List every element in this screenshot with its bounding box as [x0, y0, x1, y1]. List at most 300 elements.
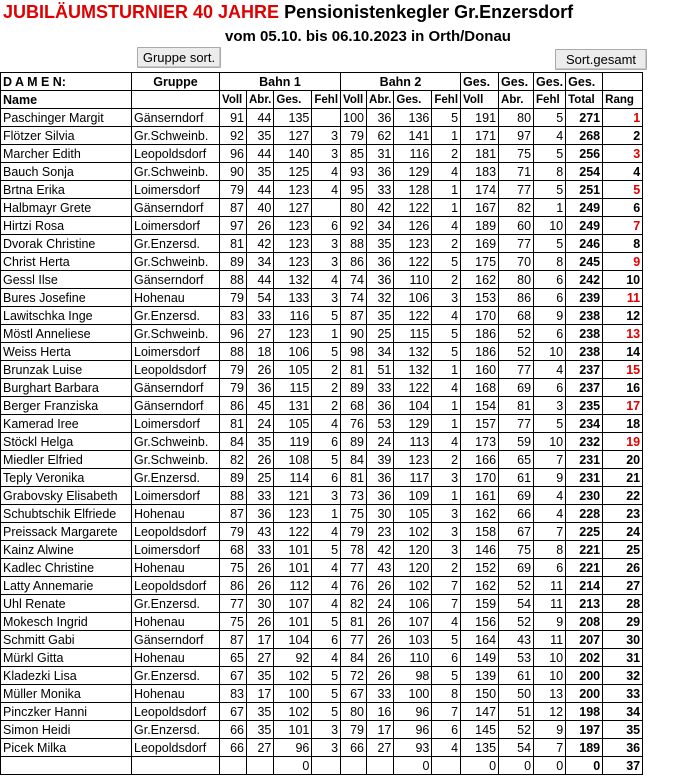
bahn2-voll-cell[interactable]: 73 — [341, 487, 367, 505]
ges-voll-cell[interactable]: 158 — [461, 523, 499, 541]
ges-abr-cell[interactable]: 59 — [499, 433, 534, 451]
name-cell[interactable]: Pinczker Hanni — [1, 703, 132, 721]
bahn2-ges-cell[interactable]: 115 — [394, 325, 432, 343]
total-cell[interactable]: 251 — [566, 181, 603, 199]
bahn1-voll-cell[interactable]: 65 — [220, 649, 247, 667]
bahn1-voll-cell[interactable]: 91 — [220, 109, 247, 127]
bahn2-fehl-cell[interactable] — [432, 757, 461, 775]
total-cell[interactable]: 213 — [566, 595, 603, 613]
bahn1-voll-cell[interactable]: 77 — [220, 595, 247, 613]
bahn2-voll-cell[interactable]: 79 — [341, 523, 367, 541]
bahn1-ges-cell[interactable]: 108 — [274, 451, 312, 469]
ges-voll-cell[interactable]: 160 — [461, 361, 499, 379]
bahn2-fehl-cell[interactable]: 5 — [432, 253, 461, 271]
bahn2-ges-cell[interactable]: 123 — [394, 235, 432, 253]
bahn2-abr-cell[interactable]: 30 — [367, 505, 394, 523]
bahn1-fehl-cell[interactable]: 6 — [312, 217, 341, 235]
ges-voll-cell[interactable]: 152 — [461, 559, 499, 577]
ges-fehl-cell[interactable]: 5 — [534, 235, 566, 253]
bahn2-abr-cell[interactable]: 36 — [367, 397, 394, 415]
bahn1-ges-cell[interactable]: 101 — [274, 541, 312, 559]
total-cell[interactable]: 228 — [566, 505, 603, 523]
bahn1-abr-cell[interactable]: 17 — [247, 631, 274, 649]
bahn1-fehl-cell[interactable]: 4 — [312, 271, 341, 289]
ges-voll-cell[interactable]: 161 — [461, 487, 499, 505]
bahn2-voll-cell[interactable]: 77 — [341, 559, 367, 577]
bahn1-ges-cell[interactable]: 123 — [274, 235, 312, 253]
bahn2-ges-cell[interactable]: 93 — [394, 739, 432, 757]
bahn2-abr-cell[interactable]: 36 — [367, 109, 394, 127]
bahn2-fehl-cell[interactable]: 6 — [432, 721, 461, 739]
ges-abr-cell[interactable]: 97 — [499, 127, 534, 145]
gruppe-cell[interactable]: Leopoldsdorf — [132, 703, 220, 721]
total-cell[interactable]: 238 — [566, 307, 603, 325]
bahn1-fehl-cell[interactable]: 2 — [312, 361, 341, 379]
ges-abr-cell[interactable]: 67 — [499, 523, 534, 541]
bahn1-abr-cell[interactable]: 35 — [247, 163, 274, 181]
name-cell[interactable]: Preissack Margarete — [1, 523, 132, 541]
bahn2-fehl-cell[interactable]: 1 — [432, 181, 461, 199]
bahn1-ges-cell[interactable]: 123 — [274, 505, 312, 523]
bahn1-voll-cell[interactable]: 96 — [220, 145, 247, 163]
bahn1-ges-cell[interactable]: 100 — [274, 685, 312, 703]
bahn2-fehl-cell[interactable]: 1 — [432, 127, 461, 145]
gruppe-cell[interactable]: Gänserndorf — [132, 109, 220, 127]
ges-voll-cell[interactable]: 145 — [461, 721, 499, 739]
bahn1-voll-cell[interactable]: 87 — [220, 505, 247, 523]
ges-fehl-cell[interactable]: 4 — [534, 127, 566, 145]
bahn2-fehl-cell[interactable]: 2 — [432, 559, 461, 577]
total-cell[interactable]: 231 — [566, 451, 603, 469]
total-cell[interactable]: 214 — [566, 577, 603, 595]
total-cell[interactable]: 189 — [566, 739, 603, 757]
ges-abr-cell[interactable]: 60 — [499, 217, 534, 235]
bahn1-voll-cell[interactable]: 89 — [220, 469, 247, 487]
ges-fehl-cell[interactable]: 6 — [534, 325, 566, 343]
bahn1-fehl-cell[interactable]: 6 — [312, 469, 341, 487]
rang-cell[interactable]: 9 — [603, 253, 643, 271]
bahn2-ges-cell[interactable]: 132 — [394, 361, 432, 379]
bahn1-abr-cell[interactable]: 43 — [247, 523, 274, 541]
ges-voll-cell[interactable]: 146 — [461, 541, 499, 559]
ges-abr-cell[interactable]: 52 — [499, 613, 534, 631]
bahn2-fehl-cell[interactable]: 4 — [432, 739, 461, 757]
ges-voll-cell[interactable]: 159 — [461, 595, 499, 613]
ges-fehl-cell[interactable]: 5 — [534, 415, 566, 433]
bahn1-fehl-cell[interactable] — [312, 109, 341, 127]
bahn1-fehl-cell[interactable]: 4 — [312, 649, 341, 667]
ges-fehl-cell[interactable]: 9 — [534, 469, 566, 487]
bahn2-ges-cell[interactable]: 104 — [394, 397, 432, 415]
bahn1-ges-cell[interactable]: 140 — [274, 145, 312, 163]
bahn1-voll-cell[interactable]: 84 — [220, 433, 247, 451]
gruppe-cell[interactable]: Gänserndorf — [132, 271, 220, 289]
ges-abr-cell[interactable]: 52 — [499, 343, 534, 361]
bahn1-voll-cell[interactable]: 89 — [220, 253, 247, 271]
bahn1-voll-cell[interactable] — [220, 757, 247, 775]
bahn2-abr-cell[interactable]: 42 — [367, 199, 394, 217]
name-cell[interactable]: Kladezki Lisa — [1, 667, 132, 685]
bahn2-voll-cell[interactable]: 76 — [341, 415, 367, 433]
total-cell[interactable]: 249 — [566, 217, 603, 235]
gruppe-cell[interactable] — [132, 757, 220, 775]
gruppe-cell[interactable]: Hohenau — [132, 685, 220, 703]
bahn1-ges-cell[interactable]: 112 — [274, 577, 312, 595]
ges-fehl-cell[interactable]: 8 — [534, 253, 566, 271]
bahn2-fehl-cell[interactable]: 4 — [432, 217, 461, 235]
gruppe-cell[interactable]: Gr.Schweinb. — [132, 163, 220, 181]
bahn2-abr-cell[interactable]: 32 — [367, 289, 394, 307]
ges-fehl-cell[interactable]: 4 — [534, 361, 566, 379]
bahn1-abr-cell[interactable]: 30 — [247, 595, 274, 613]
bahn1-abr-cell[interactable]: 44 — [247, 181, 274, 199]
ges-fehl-cell[interactable]: 9 — [534, 307, 566, 325]
ges-abr-cell[interactable]: 66 — [499, 505, 534, 523]
bahn2-voll-cell[interactable]: 89 — [341, 433, 367, 451]
bahn1-fehl-cell[interactable] — [312, 757, 341, 775]
bahn2-fehl-cell[interactable]: 7 — [432, 703, 461, 721]
bahn1-abr-cell[interactable]: 35 — [247, 667, 274, 685]
rang-cell[interactable]: 4 — [603, 163, 643, 181]
rang-cell[interactable]: 25 — [603, 541, 643, 559]
gruppe-cell[interactable]: Gr.Schweinb. — [132, 451, 220, 469]
bahn1-fehl-cell[interactable]: 4 — [312, 163, 341, 181]
bahn2-ges-cell[interactable]: 107 — [394, 613, 432, 631]
name-cell[interactable]: Lawitschka Inge — [1, 307, 132, 325]
ges-voll-cell[interactable]: 147 — [461, 703, 499, 721]
bahn2-abr-cell[interactable]: 34 — [367, 343, 394, 361]
bahn2-voll-cell[interactable]: 81 — [341, 469, 367, 487]
bahn2-ges-cell[interactable]: 123 — [394, 451, 432, 469]
bahn1-abr-cell[interactable]: 42 — [247, 235, 274, 253]
ges-fehl-cell[interactable]: 10 — [534, 433, 566, 451]
bahn2-voll-cell[interactable]: 98 — [341, 343, 367, 361]
bahn2-fehl-cell[interactable]: 3 — [432, 523, 461, 541]
ges-abr-cell[interactable]: 43 — [499, 631, 534, 649]
ges-fehl-cell[interactable]: 9 — [534, 721, 566, 739]
bahn1-abr-cell[interactable]: 35 — [247, 703, 274, 721]
bahn1-ges-cell[interactable]: 125 — [274, 163, 312, 181]
bahn2-ges-cell[interactable]: 96 — [394, 721, 432, 739]
ges-fehl-cell[interactable]: 7 — [534, 739, 566, 757]
bahn1-fehl-cell[interactable]: 5 — [312, 307, 341, 325]
ges-voll-cell[interactable]: 139 — [461, 667, 499, 685]
ges-voll-cell[interactable]: 135 — [461, 739, 499, 757]
bahn1-ges-cell[interactable]: 96 — [274, 739, 312, 757]
gruppe-cell[interactable]: Gr.Enzersd. — [132, 307, 220, 325]
bahn1-abr-cell[interactable]: 33 — [247, 487, 274, 505]
bahn2-abr-cell[interactable]: 31 — [367, 145, 394, 163]
bahn1-abr-cell[interactable]: 26 — [247, 451, 274, 469]
name-cell[interactable]: Bures Josefine — [1, 289, 132, 307]
bahn1-abr-cell[interactable]: 26 — [247, 559, 274, 577]
bahn2-ges-cell[interactable]: 98 — [394, 667, 432, 685]
bahn2-ges-cell[interactable]: 105 — [394, 505, 432, 523]
bahn1-voll-cell[interactable]: 90 — [220, 163, 247, 181]
bahn1-fehl-cell[interactable]: 3 — [312, 739, 341, 757]
ges-abr-cell[interactable]: 61 — [499, 667, 534, 685]
gruppe-cell[interactable]: Gr.Enzersd. — [132, 595, 220, 613]
bahn2-voll-cell[interactable]: 95 — [341, 181, 367, 199]
bahn1-voll-cell[interactable]: 87 — [220, 199, 247, 217]
bahn2-ges-cell[interactable]: 117 — [394, 469, 432, 487]
rang-cell[interactable]: 7 — [603, 217, 643, 235]
ges-abr-cell[interactable]: 0 — [499, 757, 534, 775]
bahn2-voll-cell[interactable]: 67 — [341, 685, 367, 703]
name-cell[interactable]: Christ Herta — [1, 253, 132, 271]
bahn1-abr-cell[interactable]: 27 — [247, 649, 274, 667]
total-cell[interactable]: 234 — [566, 415, 603, 433]
bahn1-abr-cell[interactable]: 27 — [247, 739, 274, 757]
bahn2-voll-cell[interactable]: 82 — [341, 595, 367, 613]
ges-fehl-cell[interactable]: 0 — [534, 757, 566, 775]
bahn2-ges-cell[interactable]: 116 — [394, 145, 432, 163]
ges-voll-cell[interactable]: 169 — [461, 235, 499, 253]
total-cell[interactable]: 230 — [566, 487, 603, 505]
ges-voll-cell[interactable]: 156 — [461, 613, 499, 631]
bahn1-voll-cell[interactable]: 79 — [220, 523, 247, 541]
gruppe-cell[interactable]: Gr.Schweinb. — [132, 325, 220, 343]
ges-abr-cell[interactable]: 75 — [499, 541, 534, 559]
bahn2-fehl-cell[interactable]: 5 — [432, 631, 461, 649]
bahn1-voll-cell[interactable]: 67 — [220, 703, 247, 721]
name-cell[interactable]: Hirtzi Rosa — [1, 217, 132, 235]
gruppe-cell[interactable]: Leopoldsdorf — [132, 577, 220, 595]
rang-cell[interactable]: 16 — [603, 379, 643, 397]
gruppe-cell[interactable]: Leopoldsdorf — [132, 523, 220, 541]
bahn1-fehl-cell[interactable]: 2 — [312, 379, 341, 397]
ges-voll-cell[interactable]: 162 — [461, 577, 499, 595]
bahn2-abr-cell[interactable]: 62 — [367, 127, 394, 145]
bahn2-fehl-cell[interactable]: 5 — [432, 667, 461, 685]
bahn1-fehl-cell[interactable]: 4 — [312, 415, 341, 433]
bahn1-ges-cell[interactable]: 101 — [274, 721, 312, 739]
bahn1-ges-cell[interactable]: 116 — [274, 307, 312, 325]
ges-fehl-cell[interactable]: 11 — [534, 595, 566, 613]
bahn2-voll-cell[interactable]: 72 — [341, 667, 367, 685]
ges-voll-cell[interactable]: 167 — [461, 199, 499, 217]
rang-cell[interactable]: 21 — [603, 469, 643, 487]
bahn2-ges-cell[interactable]: 106 — [394, 595, 432, 613]
ges-fehl-cell[interactable]: 5 — [534, 145, 566, 163]
bahn1-fehl-cell[interactable]: 5 — [312, 667, 341, 685]
rang-cell[interactable]: 35 — [603, 721, 643, 739]
name-cell[interactable]: Uhl Renate — [1, 595, 132, 613]
name-cell[interactable]: Flötzer Silvia — [1, 127, 132, 145]
bahn1-ges-cell[interactable]: 131 — [274, 397, 312, 415]
bahn1-abr-cell[interactable]: 25 — [247, 469, 274, 487]
bahn1-ges-cell[interactable]: 0 — [274, 757, 312, 775]
gruppe-cell[interactable]: Gr.Enzersd. — [132, 235, 220, 253]
name-cell[interactable]: Kamerad Iree — [1, 415, 132, 433]
name-cell[interactable]: Burghart Barbara — [1, 379, 132, 397]
bahn2-voll-cell[interactable]: 80 — [341, 703, 367, 721]
bahn1-ges-cell[interactable]: 104 — [274, 631, 312, 649]
bahn1-abr-cell[interactable]: 36 — [247, 505, 274, 523]
bahn1-ges-cell[interactable]: 92 — [274, 649, 312, 667]
bahn1-voll-cell[interactable]: 96 — [220, 325, 247, 343]
name-cell[interactable]: Halbmayr Grete — [1, 199, 132, 217]
gruppe-cell[interactable]: Hohenau — [132, 613, 220, 631]
bahn2-fehl-cell[interactable]: 1 — [432, 487, 461, 505]
bahn1-ges-cell[interactable]: 133 — [274, 289, 312, 307]
total-cell[interactable]: 200 — [566, 685, 603, 703]
bahn1-ges-cell[interactable]: 123 — [274, 181, 312, 199]
bahn2-abr-cell[interactable]: 53 — [367, 415, 394, 433]
rang-cell[interactable]: 17 — [603, 397, 643, 415]
total-cell[interactable]: 245 — [566, 253, 603, 271]
gruppe-cell[interactable]: Gänserndorf — [132, 199, 220, 217]
gruppe-cell[interactable]: Leopoldsdorf — [132, 145, 220, 163]
ges-abr-cell[interactable]: 53 — [499, 649, 534, 667]
gruppe-cell[interactable]: Gr.Enzersd. — [132, 721, 220, 739]
rang-cell[interactable]: 37 — [603, 757, 643, 775]
bahn1-ges-cell[interactable]: 115 — [274, 379, 312, 397]
name-cell[interactable]: Brtna Erika — [1, 181, 132, 199]
bahn1-ges-cell[interactable]: 105 — [274, 361, 312, 379]
gruppe-cell[interactable]: Gr.Schweinb. — [132, 253, 220, 271]
bahn1-ges-cell[interactable]: 105 — [274, 415, 312, 433]
rang-cell[interactable]: 6 — [603, 199, 643, 217]
bahn2-ges-cell[interactable]: 132 — [394, 343, 432, 361]
name-cell[interactable]: Brunzak Luise — [1, 361, 132, 379]
bahn2-ges-cell[interactable]: 102 — [394, 577, 432, 595]
bahn2-abr-cell[interactable]: 17 — [367, 721, 394, 739]
bahn1-abr-cell[interactable]: 35 — [247, 433, 274, 451]
name-cell[interactable]: Mürkl Gitta — [1, 649, 132, 667]
bahn2-fehl-cell[interactable]: 3 — [432, 289, 461, 307]
ges-fehl-cell[interactable]: 7 — [534, 451, 566, 469]
bahn2-fehl-cell[interactable]: 1 — [432, 199, 461, 217]
ges-voll-cell[interactable]: 153 — [461, 289, 499, 307]
bahn2-voll-cell[interactable]: 74 — [341, 271, 367, 289]
bahn1-voll-cell[interactable]: 87 — [220, 631, 247, 649]
gruppe-cell[interactable]: Hohenau — [132, 289, 220, 307]
bahn1-ges-cell[interactable]: 106 — [274, 343, 312, 361]
bahn2-fehl-cell[interactable]: 2 — [432, 235, 461, 253]
total-cell[interactable]: 232 — [566, 433, 603, 451]
bahn2-abr-cell[interactable]: 36 — [367, 487, 394, 505]
bahn2-abr-cell[interactable]: 23 — [367, 523, 394, 541]
total-cell[interactable]: 249 — [566, 199, 603, 217]
bahn1-abr-cell[interactable]: 24 — [247, 415, 274, 433]
bahn2-abr-cell[interactable]: 27 — [367, 739, 394, 757]
bahn2-abr-cell[interactable]: 33 — [367, 685, 394, 703]
gruppe-cell[interactable]: Loimersdorf — [132, 415, 220, 433]
ges-voll-cell[interactable]: 0 — [461, 757, 499, 775]
bahn2-voll-cell[interactable]: 79 — [341, 721, 367, 739]
bahn1-fehl-cell[interactable]: 5 — [312, 541, 341, 559]
bahn2-ges-cell[interactable]: 136 — [394, 109, 432, 127]
rang-cell[interactable]: 19 — [603, 433, 643, 451]
ges-voll-cell[interactable]: 175 — [461, 253, 499, 271]
rang-cell[interactable]: 2 — [603, 127, 643, 145]
ges-abr-cell[interactable]: 81 — [499, 397, 534, 415]
bahn1-abr-cell[interactable]: 17 — [247, 685, 274, 703]
bahn2-voll-cell[interactable]: 88 — [341, 235, 367, 253]
bahn1-abr-cell[interactable]: 44 — [247, 271, 274, 289]
ges-fehl-cell[interactable]: 4 — [534, 505, 566, 523]
ges-voll-cell[interactable]: 186 — [461, 325, 499, 343]
bahn1-abr-cell[interactable] — [247, 757, 274, 775]
total-cell[interactable]: 256 — [566, 145, 603, 163]
bahn2-fehl-cell[interactable]: 4 — [432, 433, 461, 451]
total-cell[interactable]: 254 — [566, 163, 603, 181]
bahn2-voll-cell[interactable]: 92 — [341, 217, 367, 235]
bahn2-voll-cell[interactable]: 76 — [341, 577, 367, 595]
bahn1-abr-cell[interactable]: 35 — [247, 127, 274, 145]
rang-cell[interactable]: 31 — [603, 649, 643, 667]
gruppe-cell[interactable]: Gänserndorf — [132, 379, 220, 397]
bahn2-abr-cell[interactable]: 26 — [367, 613, 394, 631]
bahn1-fehl-cell[interactable] — [312, 199, 341, 217]
bahn1-ges-cell[interactable]: 119 — [274, 433, 312, 451]
bahn1-voll-cell[interactable]: 68 — [220, 541, 247, 559]
total-cell[interactable]: 246 — [566, 235, 603, 253]
bahn2-ges-cell[interactable]: 122 — [394, 253, 432, 271]
bahn2-fehl-cell[interactable]: 4 — [432, 163, 461, 181]
ges-abr-cell[interactable]: 69 — [499, 559, 534, 577]
ges-abr-cell[interactable]: 75 — [499, 145, 534, 163]
bahn1-ges-cell[interactable]: 123 — [274, 217, 312, 235]
bahn2-fehl-cell[interactable]: 8 — [432, 685, 461, 703]
bahn1-fehl-cell[interactable]: 3 — [312, 235, 341, 253]
bahn1-fehl-cell[interactable]: 3 — [312, 721, 341, 739]
bahn1-voll-cell[interactable]: 79 — [220, 379, 247, 397]
bahn2-abr-cell[interactable]: 36 — [367, 163, 394, 181]
gruppe-cell[interactable]: Gr.Enzersd. — [132, 667, 220, 685]
name-cell[interactable]: Marcher Edith — [1, 145, 132, 163]
rang-cell[interactable]: 28 — [603, 595, 643, 613]
ges-abr-cell[interactable]: 86 — [499, 289, 534, 307]
ges-voll-cell[interactable]: 170 — [461, 469, 499, 487]
bahn2-voll-cell[interactable]: 79 — [341, 127, 367, 145]
ges-abr-cell[interactable]: 65 — [499, 451, 534, 469]
ges-voll-cell[interactable]: 189 — [461, 217, 499, 235]
bahn1-fehl-cell[interactable]: 3 — [312, 487, 341, 505]
bahn2-abr-cell[interactable]: 26 — [367, 649, 394, 667]
gruppe-cell[interactable]: Hohenau — [132, 649, 220, 667]
bahn2-voll-cell[interactable]: 81 — [341, 361, 367, 379]
bahn2-abr-cell[interactable]: 36 — [367, 469, 394, 487]
bahn1-voll-cell[interactable]: 66 — [220, 739, 247, 757]
bahn1-voll-cell[interactable]: 86 — [220, 397, 247, 415]
gruppe-sort-button[interactable]: Gruppe sort. — [137, 47, 221, 68]
bahn2-abr-cell[interactable]: 36 — [367, 271, 394, 289]
name-cell[interactable]: Paschinger Margit — [1, 109, 132, 127]
bahn2-voll-cell[interactable]: 77 — [341, 631, 367, 649]
bahn1-abr-cell[interactable]: 36 — [247, 379, 274, 397]
ges-fehl-cell[interactable]: 12 — [534, 703, 566, 721]
bahn2-abr-cell[interactable]: 51 — [367, 361, 394, 379]
bahn1-abr-cell[interactable]: 26 — [247, 577, 274, 595]
bahn1-voll-cell[interactable]: 81 — [220, 235, 247, 253]
ges-abr-cell[interactable]: 54 — [499, 595, 534, 613]
gruppe-cell[interactable]: Gänserndorf — [132, 397, 220, 415]
rang-cell[interactable]: 32 — [603, 667, 643, 685]
gruppe-cell[interactable]: Leopoldsdorf — [132, 739, 220, 757]
name-cell[interactable]: Picek Milka — [1, 739, 132, 757]
name-cell[interactable]: Schubtschik Elfriede — [1, 505, 132, 523]
bahn2-fehl-cell[interactable]: 1 — [432, 415, 461, 433]
bahn2-fehl-cell[interactable]: 4 — [432, 613, 461, 631]
ges-fehl-cell[interactable]: 10 — [534, 343, 566, 361]
bahn1-ges-cell[interactable]: 101 — [274, 613, 312, 631]
bahn1-voll-cell[interactable]: 66 — [220, 721, 247, 739]
bahn2-ges-cell[interactable]: 96 — [394, 703, 432, 721]
bahn2-abr-cell[interactable]: 35 — [367, 235, 394, 253]
ges-fehl-cell[interactable]: 4 — [534, 487, 566, 505]
